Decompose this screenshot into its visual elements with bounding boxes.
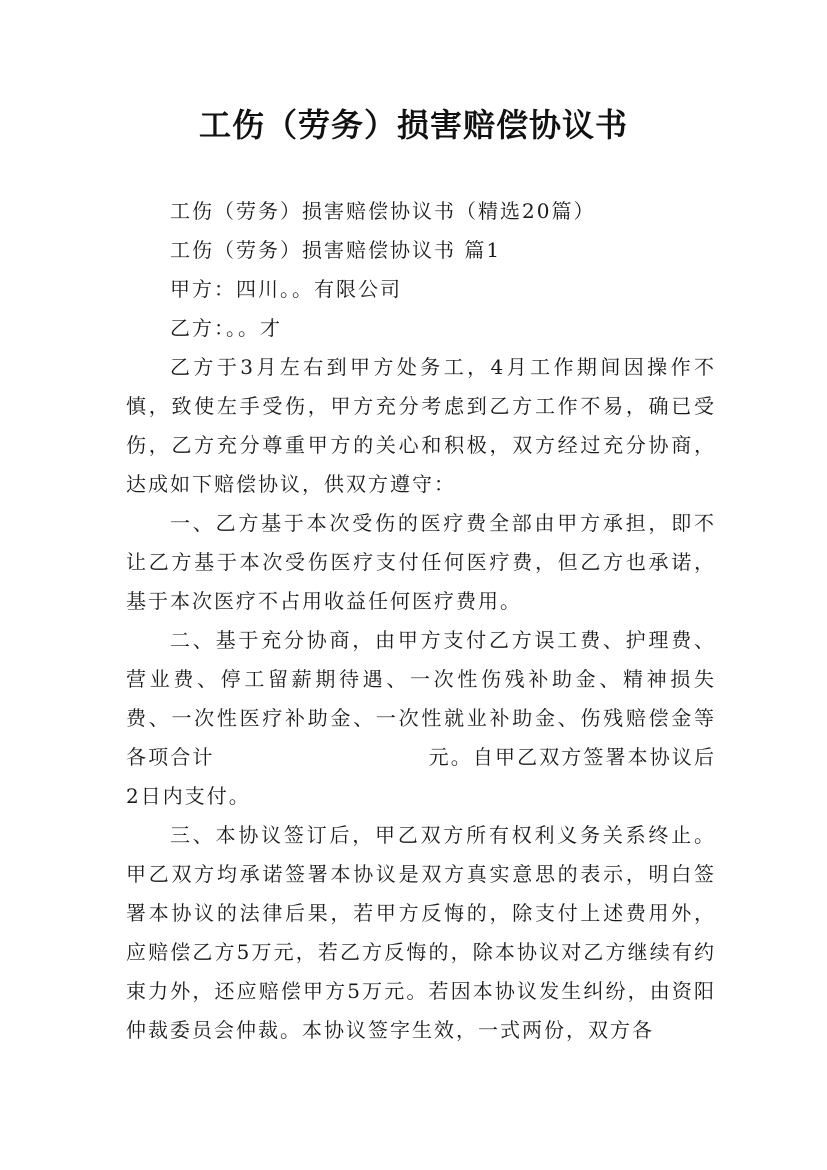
intro-paragraph: 乙方于3月左右到甲方处务工，4月工作期间因操作不慎，致使左手受伤，甲方充分考虑到乙方工作不易，确已受伤，乙方充分尊重甲方的关心和积极，双方经过充分协商，达成如下赔偿协议，供双方遵守： bbox=[126, 355, 716, 496]
party-b-line: 乙方：。。才 bbox=[170, 316, 282, 340]
clause-2-text-part1: 二、基于充分协商，由甲方支付乙方误工费、护理费、营业费、停工留薪期待遇、一次性伤残补助金、精神损失费、一次性医疗补助金、一次性就业补助金、伤残赔偿金等各项合计 bbox=[126, 628, 716, 769]
clause-3-paragraph: 三、本协议签订后，甲乙双方所有权利义务关系终止。甲乙双方均承诺签署本协议是双方真实意思的表示，明白签署本协议的法律后果，若甲方反悔的，除支付上述费用外，应赔偿乙方5万元，若乙方反悔的，除本协议对乙方继续有约束力外，还应赔偿甲方5万元。若因本协议发生纠纷，由资阳仲裁委员会仲裁。本协议签字生效，一式两份，双方各 bbox=[126, 823, 716, 1042]
document-subtitle: 工伤（劳务）损害赔偿协议书（精选20篇） bbox=[170, 199, 596, 223]
document-body bbox=[126, 192, 716, 1050]
party-a-line: 甲方：四川。。有限公司 bbox=[170, 277, 402, 301]
section-heading: 工伤（劳务）损害赔偿协议书 篇1 bbox=[170, 238, 502, 262]
document-title: 工伤（劳务）损害赔偿协议书 bbox=[198, 106, 628, 144]
clause-1-paragraph: 一、乙方基于本次受伤的医疗费全部由甲方承担，即不让乙方基于本次受伤医疗支付任何医疗费，但乙方也承诺，基于本次医疗不占用收益任何医疗费用。 bbox=[126, 511, 716, 613]
clause-2-text-part2: 元。自甲乙双方签署本协议后2日内支付。 bbox=[126, 745, 717, 808]
clause-2-paragraph bbox=[126, 621, 716, 816]
